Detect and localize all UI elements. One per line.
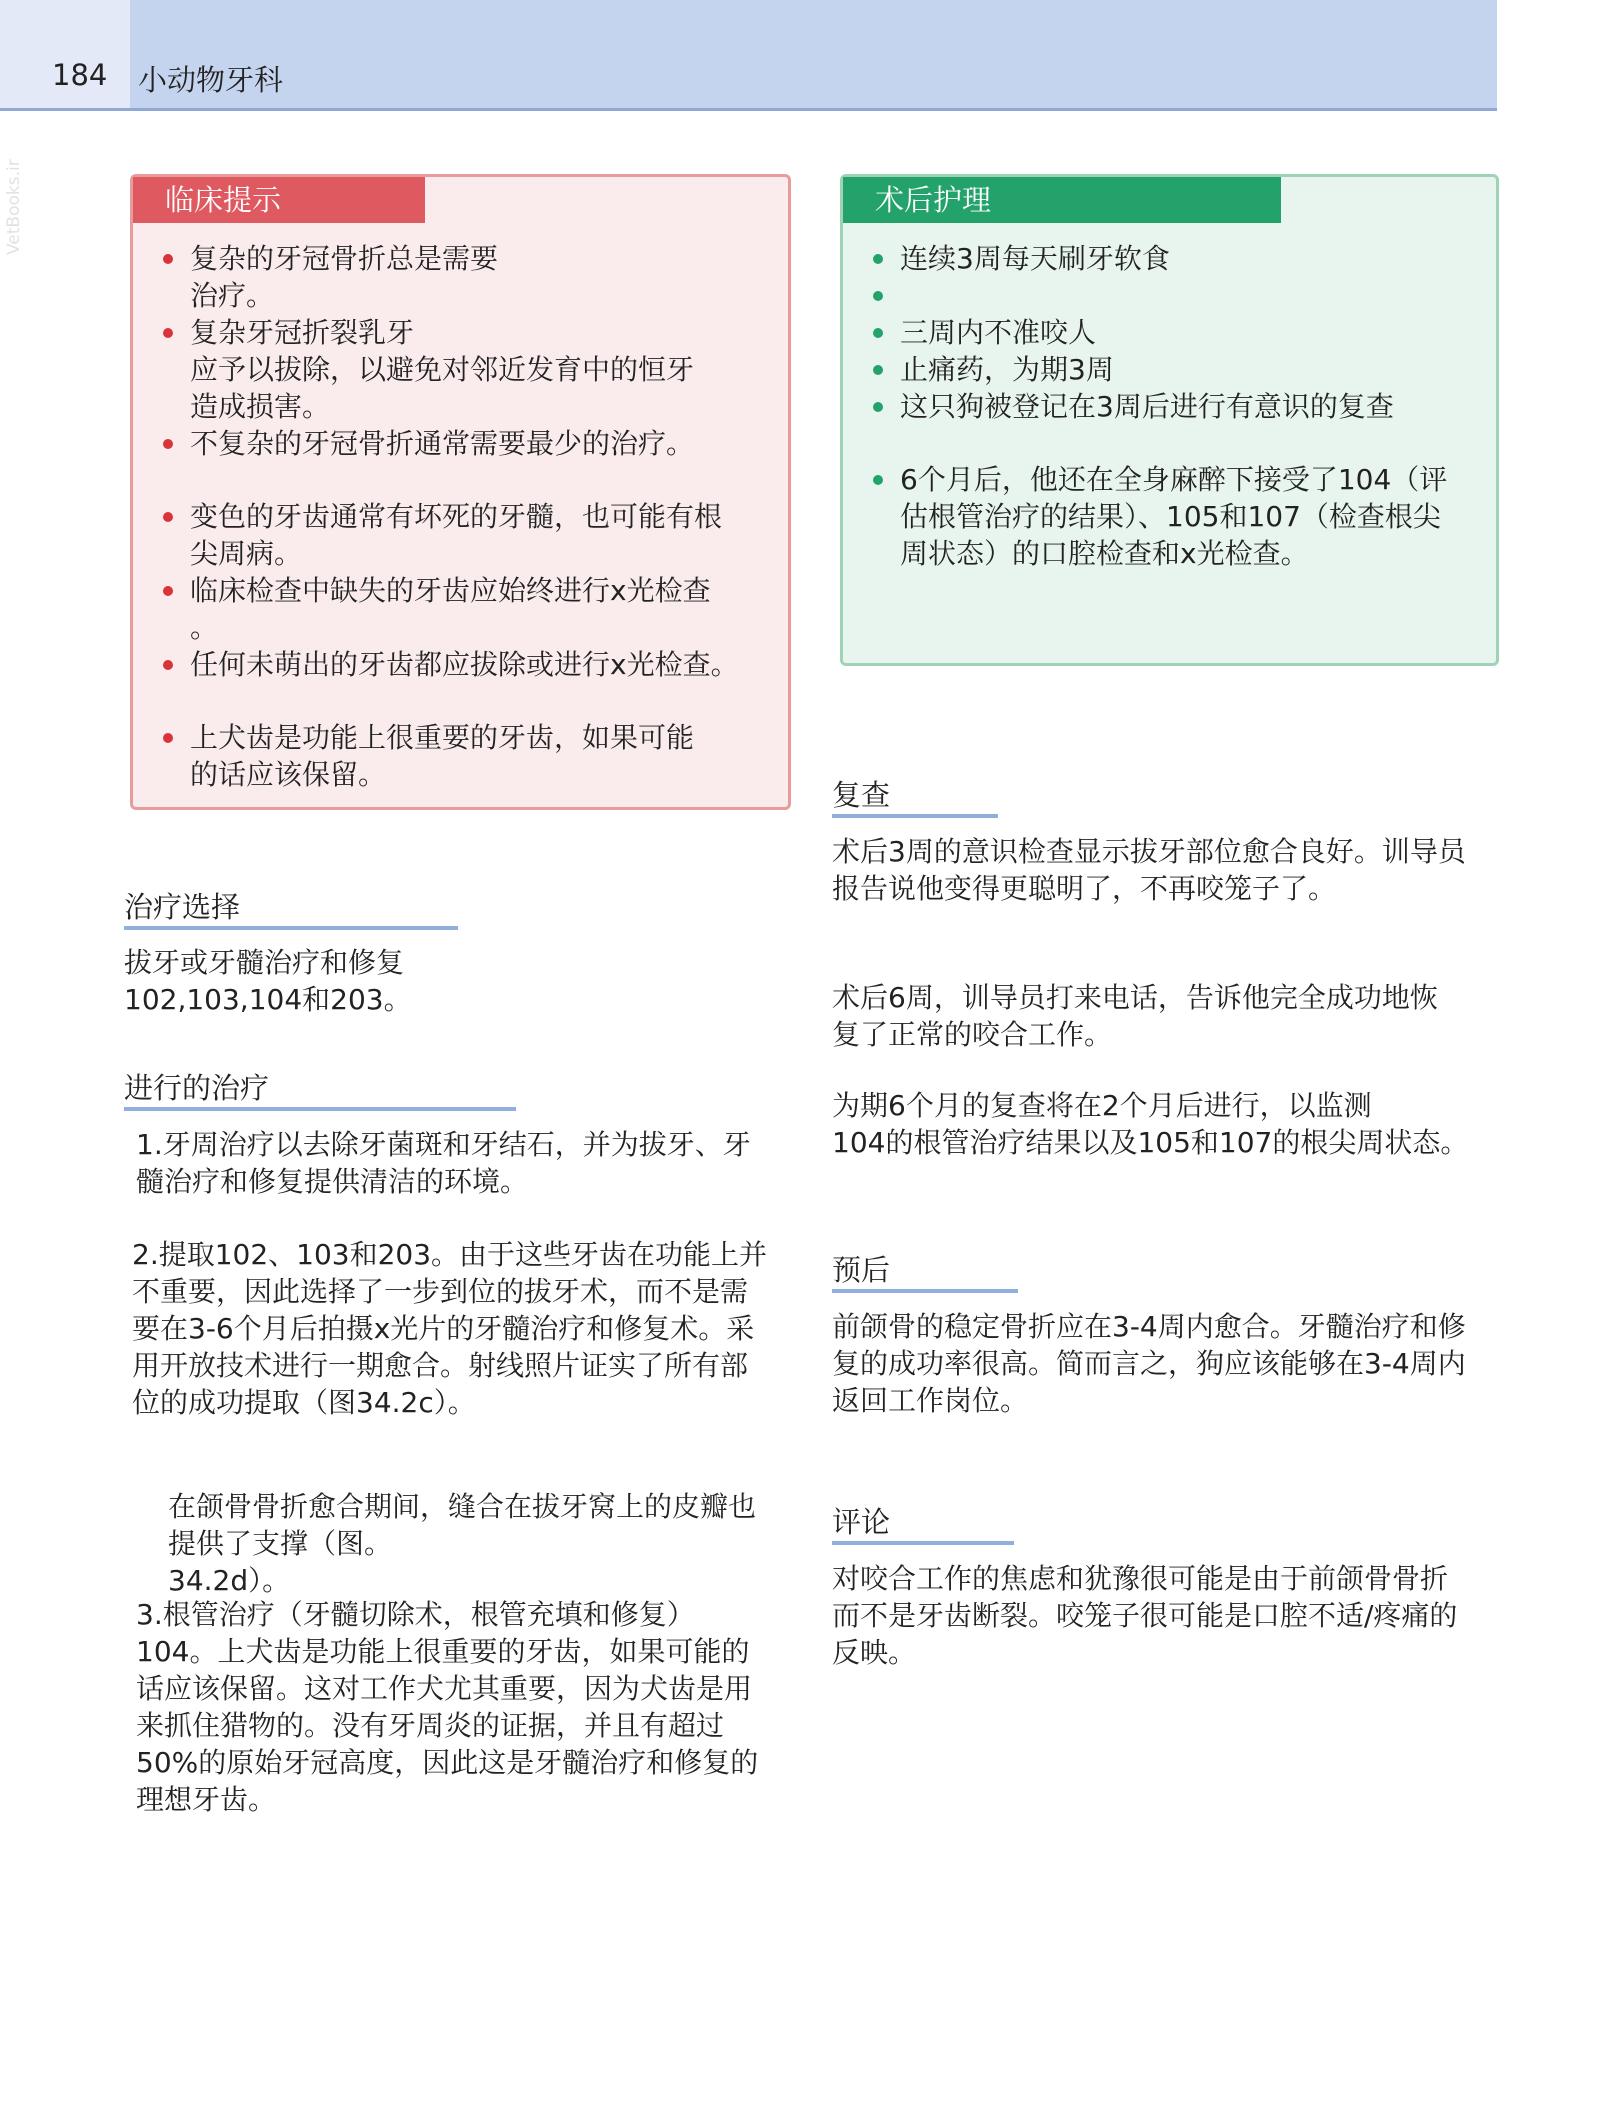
list-item [163,240,763,314]
text-line: 不重要，因此选择了一步到位的拔牙术，而不是需 [132,1275,749,1308]
text-line: 复杂牙冠折裂乳牙 [190,316,415,349]
clinical-tips-title: 临床提示 [133,177,425,223]
postop-care-list [873,240,1473,572]
text-line: 术后6周，训导员打来电话，告诉他完全成功地恢 [832,981,1438,1014]
heading-underline [124,1107,516,1111]
treatment-paragraph-1 [136,1126,786,1200]
text-line: 前颌骨的稳定骨折应在3-4周内愈合。牙髓治疗和修 [832,1310,1466,1343]
list-item [163,719,763,793]
text-line: 34.2d）。 [168,1564,291,1597]
clinical-tips-box [130,174,791,810]
text-line: 这只狗被登记在3周后进行有意识的复查 [900,390,1394,423]
text-line: 术后3周的意识检查显示拔牙部位愈合良好。训导员 [832,835,1466,868]
text-line: 不复杂的牙冠骨折通常需要最少的治疗。 [190,427,695,460]
list-item [873,314,1473,351]
text-line: 3.根管治疗（牙髓切除术，根管充填和修复） [136,1598,695,1631]
treatment-options-heading: 治疗选择 [124,890,241,924]
list-item [873,351,1473,388]
text-line: 位的成功提取（图34.2c）。 [132,1386,476,1419]
text-line: 尖周病。 [190,537,303,570]
text-line: 。 [190,611,219,644]
heading-underline [832,814,998,818]
text-line: 6个月后，他还在全身麻醉下接受了104（评 [900,463,1448,496]
treatment-performed-heading: 进行的治疗 [124,1071,270,1105]
text-line: 理想牙齿。 [136,1783,277,1816]
text-line: 复了正常的咬合工作。 [832,1018,1113,1051]
text-line: 复杂的牙冠骨折总是需要 [190,242,499,275]
heading-underline [832,1541,1014,1545]
text-line: 周状态）的口腔检查和x光检查。 [900,537,1309,570]
text-line: 用开放技术进行一期愈合。射线照片证实了所有部 [132,1349,749,1382]
follow-up-paragraph-1 [832,833,1497,907]
follow-up-heading: 复查 [832,778,891,812]
treatment-paragraph-2 [132,1236,787,1421]
heading-underline [832,1289,1018,1293]
list-item [163,646,763,683]
text-line: 髓治疗和修复提供清洁的环境。 [136,1165,529,1198]
heading-underline [124,926,458,930]
text-line: 拔牙或牙髓治疗和修复 [124,946,405,979]
list-item [163,498,763,572]
text-line [900,277,1473,314]
comment-heading: 评论 [832,1505,891,1539]
text-line: 50%的原始牙冠高度，因此这是牙髓治疗和修复的 [136,1746,759,1779]
text-line: 的话应该保留。 [190,758,387,791]
prognosis-text [832,1308,1497,1419]
text-line: 复的成功率很高。简而言之，狗应该能够在3-4周内 [832,1347,1466,1380]
text-line: 提供了支撑（图。 [168,1527,393,1560]
comment-text [832,1560,1497,1671]
text-line: 要在3-6个月后拍摄x光片的牙髓治疗和修复术。采 [132,1312,755,1345]
treatment-paragraph-4 [136,1596,788,1818]
text-line: 而不是牙齿断裂。咬笼子很可能是口腔不适/疼痛的 [832,1599,1458,1632]
page-number: 184 [52,58,108,92]
text-line: 话应该保留。这对工作犬尤其重要，因为犬齿是用 [136,1672,753,1705]
text-line: 止痛药，为期3周 [900,353,1114,386]
text-line: 对咬合工作的焦虑和犹豫很可能是由于前颌骨骨折 [832,1562,1449,1595]
text-line: 2.提取102、103和203。由于这些牙齿在功能上并 [132,1238,768,1271]
list-item [163,314,763,425]
text-line: 治疗。 [190,279,275,312]
text-line: 在颌骨骨折愈合期间，缝合在拔牙窝上的皮瓣也 [168,1490,757,1523]
text-line: 104的根管治疗结果以及105和107的根尖周状态。 [832,1126,1469,1159]
book-title: 小动物牙科 [138,63,284,97]
list-item [873,240,1473,277]
text-line: 造成损害。 [190,390,331,423]
text-line: 102,103,104和203。 [124,983,412,1016]
text-line: 估根管治疗的结果）、105和107（检查根尖 [900,500,1441,533]
text-line: 报告说他变得更聪明了，不再咬笼子了。 [832,872,1337,905]
watermark: VetBooks.ir [4,159,24,255]
postop-care-box [840,174,1499,666]
list-item [873,388,1473,425]
text-line: 变色的牙齿通常有坏死的牙髓，也可能有根 [190,500,723,533]
text-line: 连续3周每天刷牙软食 [900,242,1170,275]
text-line: 返回工作岗位。 [832,1384,1029,1417]
clinical-tips-list [163,240,763,793]
text-line: 1.牙周治疗以去除牙菌斑和牙结石，并为拔牙、牙 [136,1128,751,1161]
text-line: 上犬齿是功能上很重要的牙齿，如果可能 [190,721,695,754]
follow-up-paragraph-3 [832,1087,1497,1161]
text-line: 104。上犬齿是功能上很重要的牙齿，如果可能的 [136,1635,750,1668]
treatment-options-text [124,944,764,1018]
text-line: 为期6个月的复查将在2个月后进行，以监测 [832,1089,1372,1122]
prognosis-heading: 预后 [832,1253,891,1287]
text-line: 应予以拔除，以避免对邻近发育中的恒牙 [190,353,695,386]
list-item [163,572,763,646]
postop-care-title: 术后护理 [843,177,1281,223]
list-item [873,461,1473,572]
text-line: 临床检查中缺失的牙齿应始终进行x光检查 [190,574,711,607]
list-item [873,277,1473,314]
text-line: 三周内不准咬人 [900,316,1097,349]
list-item [163,425,763,462]
text-line: 任何未萌出的牙齿都应拔除或进行x光检查。 [190,648,739,681]
text-line: 来抓住猎物的。没有牙周炎的证据，并且有超过 [136,1709,725,1742]
follow-up-paragraph-2 [832,979,1497,1053]
text-line: 反映。 [832,1636,917,1669]
treatment-paragraph-3 [168,1488,788,1599]
